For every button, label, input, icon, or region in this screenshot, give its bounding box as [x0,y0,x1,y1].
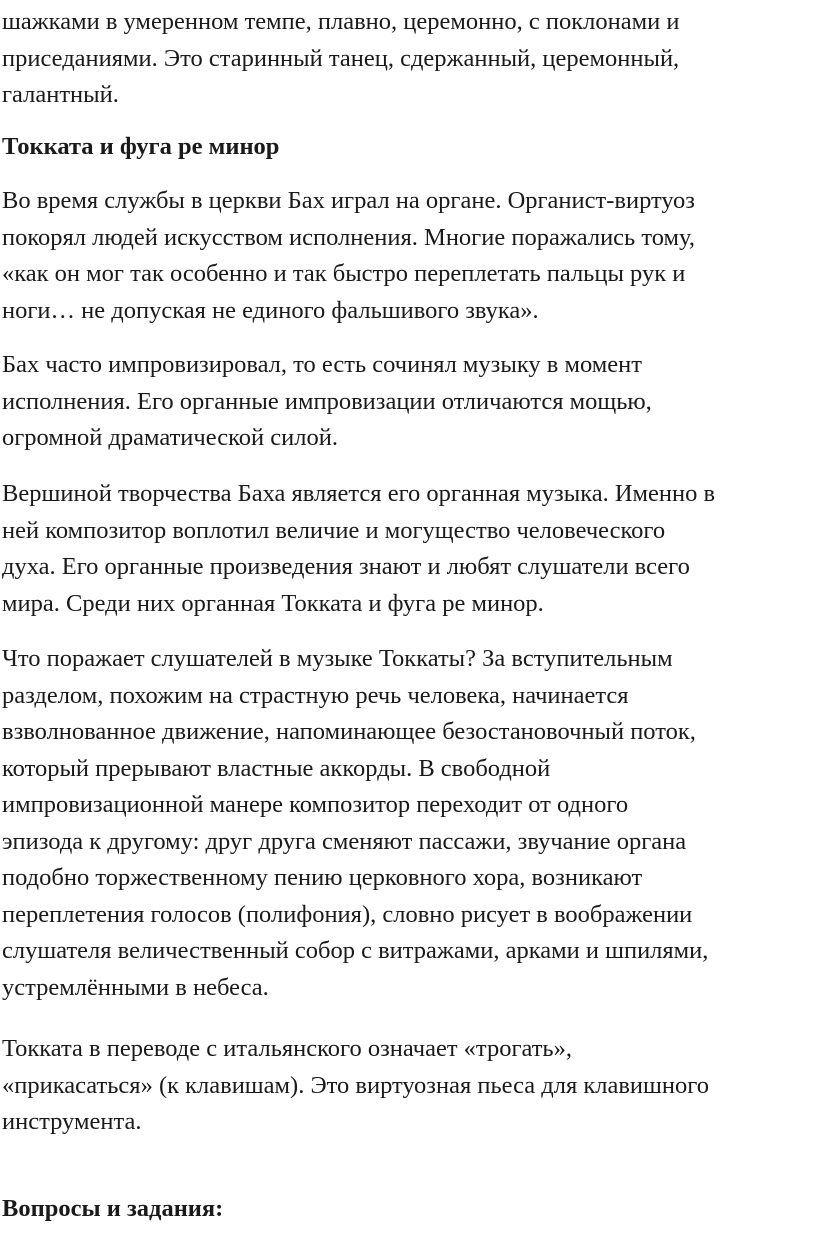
text-line: Во время службы в церкви Бах играл на органе. Органист-виртуоз [2,187,695,214]
text-line: Вершиной творчества Баха является его органная музыка. Именно в [2,480,716,507]
text-line: устремлёнными в небеса. [2,973,269,1001]
paragraph-toccata-meaning [2,1031,709,1141]
text-line: Бах часто импровизировал, то есть сочинял музыку в момент [2,351,642,378]
text-line: огромной драматической силой. [2,424,338,451]
paragraph-organ-service [2,183,695,329]
section-heading-questions: Вопросы и задания: [2,1195,224,1222]
text-line: Что поражает слушателей в музыке Токкаты? За вступительным [2,645,673,672]
text-line: импровизационной манере композитор переходит от одного [2,791,629,818]
text-line: переплетения голосов (полифония), словно рисует в воображении [2,900,693,928]
text-line: духа. Его органные произведения знают и любят слушатели всего [2,553,690,580]
paragraph-organ-music [2,476,715,622]
paragraph-improvisation [2,347,652,457]
text-line: разделом, похожим на страстную речь человека, начинается [2,681,629,709]
text-line: инструмента. [2,1108,142,1135]
text-line: приседаниями. Это старинный танец, сдержанный, церемонный, [2,44,680,72]
text-line: взволнованное движение, напоминающее безостановочный поток, [2,718,696,745]
section-heading-toccata: Токката и фуга ре минор [2,133,280,160]
text-line: эпизода к другому: друг друга сменяют пассажи, звучание органа [2,827,687,855]
text-line: Токката в переводе с итальянского означает «трогать», [2,1035,572,1062]
text-line: галантный. [2,81,119,108]
paragraph-toccata-description [2,641,708,1006]
text-line: исполнения. Его органные импровизации отличаются мощью, [2,387,652,415]
text-line: «прикасаться» (к клавишам). Это виртуозная пьеса для клавишного [2,1071,709,1099]
text-line: подобно торжественному пению церковного хора, возникают [2,864,643,891]
text-line: покорял людей искусством исполнения. Многие поражались тому, [2,223,695,251]
text-line: мира. Среди них органная Токката и фуга ре минор. [2,589,544,617]
intro-paragraph [2,4,679,114]
text-line: ноги… не допуская не единого фальшивого звука». [2,296,539,324]
text-line: ней композитор воплотил величие и могущество человеческого [2,516,666,544]
text-line: шажками в умеренном темпе, плавно, церемонно, с поклонами и [2,8,680,35]
text-line: слушателя величественный собор с витражами, арками и шпилями, [2,937,709,964]
text-line: который прерывают властные аккорды. В свободной [2,754,551,782]
text-line: «как он мог так особенно и так быстро переплетать пальцы рук и [2,260,686,287]
